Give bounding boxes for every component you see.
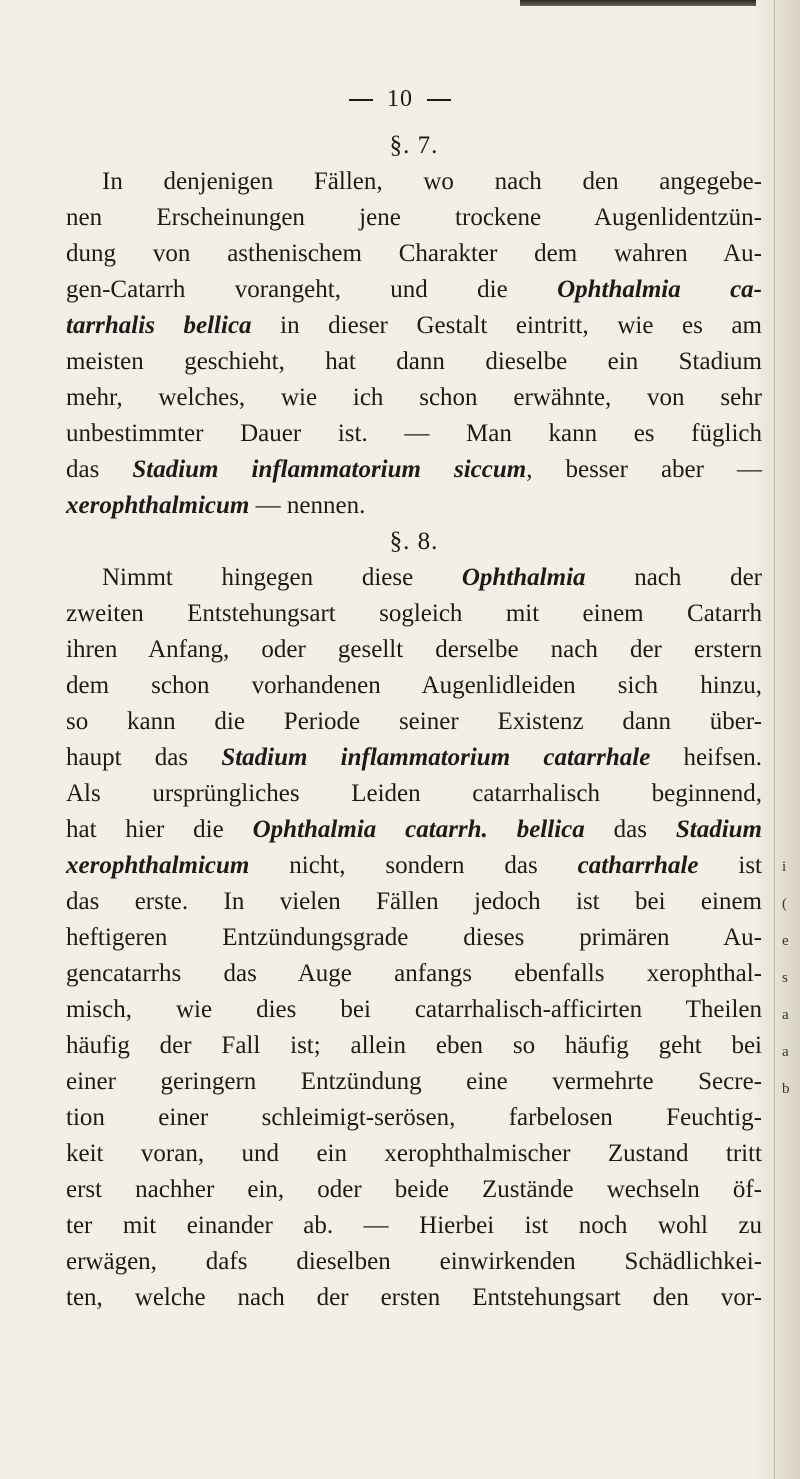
text-segment: ist: [698, 852, 763, 879]
text-segment: einer geringern Entzündung eine vermehrte Secre-: [66, 1068, 762, 1095]
italic-term: xerophthalmicum: [66, 852, 250, 879]
text-segment: dung von asthenischem Charakter dem wahren Au-: [66, 240, 762, 267]
text-segment: ter mit einander ab. — Hierbei ist noch wohl zu: [66, 1212, 762, 1239]
text-segment: hat hier die: [66, 816, 253, 843]
text-segment: ihren Anfang, oder gesellt derselbe nach der erstern: [66, 636, 762, 663]
text-line: [66, 848, 762, 884]
text-line: [66, 812, 762, 848]
text-segment: das: [66, 456, 133, 483]
text-line: [66, 452, 762, 488]
text-line: [66, 956, 762, 992]
text-line: [66, 992, 762, 1028]
italic-term: Ophthalmia ca-: [557, 276, 763, 303]
dash-left: [349, 99, 373, 101]
text-segment: , besser aber —: [526, 456, 762, 483]
dash-right: [427, 99, 451, 101]
text-segment: keit voran, und ein xerophthalmischer Zustand tritt: [66, 1140, 762, 1167]
text-segment: haupt das: [66, 744, 222, 771]
text-segment: — nennen.: [249, 492, 366, 519]
text-segment: meisten geschieht, hat dann dieselbe ein Stadium: [66, 348, 762, 375]
section-7-paragraph: [66, 164, 762, 524]
text-line: [66, 416, 762, 452]
section-8-paragraph: [66, 560, 762, 1316]
text-segment: dem schon vorhandenen Augenlidleiden sich hinzu,: [66, 672, 762, 699]
italic-term: Ophthalmia catarrh. bellica: [252, 816, 585, 843]
text-line: [66, 272, 762, 308]
text-line: [66, 776, 762, 812]
text-segment: nen Erscheinungen jene trockene Augenlidentzün-: [66, 204, 762, 231]
text-segment: heifsen.: [650, 744, 762, 771]
text-line: [66, 704, 762, 740]
italic-term: Stadium inflammatorium siccum: [132, 456, 527, 483]
italic-term: Ophthalmia: [461, 564, 586, 591]
text-line: [66, 740, 762, 776]
text-line: [66, 1064, 762, 1100]
page-gutter-edge: [756, 0, 800, 1479]
text-segment: zweiten Entstehungsart sogleich mit einem Catarrh: [66, 600, 762, 627]
text-segment: unbestimmter Dauer ist. — Man kann es füglich: [66, 420, 762, 447]
text-segment: erwägen, dafs dieselben einwirkenden Schädlichkei-: [66, 1248, 762, 1275]
body-text: [66, 128, 762, 1316]
adjacent-page-letters: [782, 860, 796, 1119]
text-line: [66, 488, 762, 524]
text-segment: gencatarrhs das Auge anfangs ebenfalls xerophthal-: [66, 960, 762, 987]
text-segment: das: [584, 816, 676, 843]
text-segment: erst nachher ein, oder beide Zustände wechseln öf-: [66, 1176, 762, 1203]
section-8-heading: §. 8.: [389, 528, 439, 555]
section-7-heading: §. 7.: [389, 132, 439, 159]
italic-term: tarrhalis bellica: [66, 312, 252, 339]
italic-term: Stadium inflammatorium catarrhale: [221, 744, 651, 771]
text-segment: nach der: [585, 564, 762, 591]
text-line: [66, 668, 762, 704]
text-line: [66, 1100, 762, 1136]
text-line: [66, 344, 762, 380]
text-line: [66, 1208, 762, 1244]
italic-term: catharrhale: [577, 852, 699, 879]
italic-term: Stadium: [675, 816, 762, 843]
text-segment: das erste. In vielen Fällen jedoch ist bei einem: [66, 888, 762, 915]
text-segment: so kann die Periode seiner Existenz dann über-: [66, 708, 762, 735]
margin-letter: a: [782, 1007, 789, 1023]
margin-letter: s: [782, 970, 788, 986]
margin-letter: b: [782, 1081, 790, 1097]
text-line: [66, 596, 762, 632]
text-segment: misch, wie dies bei catarrhalisch-afficirten Theilen: [66, 996, 762, 1023]
text-line: [66, 1028, 762, 1064]
text-line: [66, 1280, 762, 1316]
text-line: [66, 560, 762, 596]
text-segment: gen-Catarrh vorangeht, und die: [66, 276, 558, 303]
text-segment: Nimmt hingegen diese: [102, 564, 462, 591]
margin-letter: a: [782, 1044, 789, 1060]
text-segment: In denjenigen Fällen, wo nach den angegebe-: [102, 168, 762, 195]
text-segment: in dieser Gestalt eintritt, wie es am: [251, 312, 762, 339]
text-segment: nicht, sondern das: [249, 852, 578, 879]
text-segment: Als ursprüngliches Leiden catarrhalisch beginnend,: [66, 780, 762, 807]
text-line: [66, 1244, 762, 1280]
text-line: [66, 1136, 762, 1172]
margin-letter: (: [782, 896, 787, 912]
text-segment: tion einer schleimigt-serösen, farbelosen Feuchtig-: [66, 1104, 762, 1131]
text-line: [66, 308, 762, 344]
text-segment: häufig der Fall ist; allein eben so häufig geht bei: [66, 1032, 762, 1059]
margin-letter: i: [782, 859, 787, 875]
page-number-header: [0, 86, 800, 113]
text-line: [66, 164, 762, 200]
text-line: [66, 884, 762, 920]
text-line: [66, 236, 762, 272]
text-segment: heftigeren Entzündungsgrade dieses primären Au-: [66, 924, 762, 951]
italic-term: xerophthalmicum: [66, 492, 250, 519]
text-segment: mehr, welches, wie ich schon erwähnte, von sehr: [66, 384, 762, 411]
margin-letter: e: [782, 933, 789, 949]
text-line: [66, 380, 762, 416]
text-line: [66, 200, 762, 236]
text-line: [66, 632, 762, 668]
text-line: [66, 920, 762, 956]
text-segment: ten, welche nach der ersten Entstehungsart den vor-: [66, 1284, 762, 1311]
page-number: 10: [387, 86, 413, 112]
text-line: [66, 1172, 762, 1208]
